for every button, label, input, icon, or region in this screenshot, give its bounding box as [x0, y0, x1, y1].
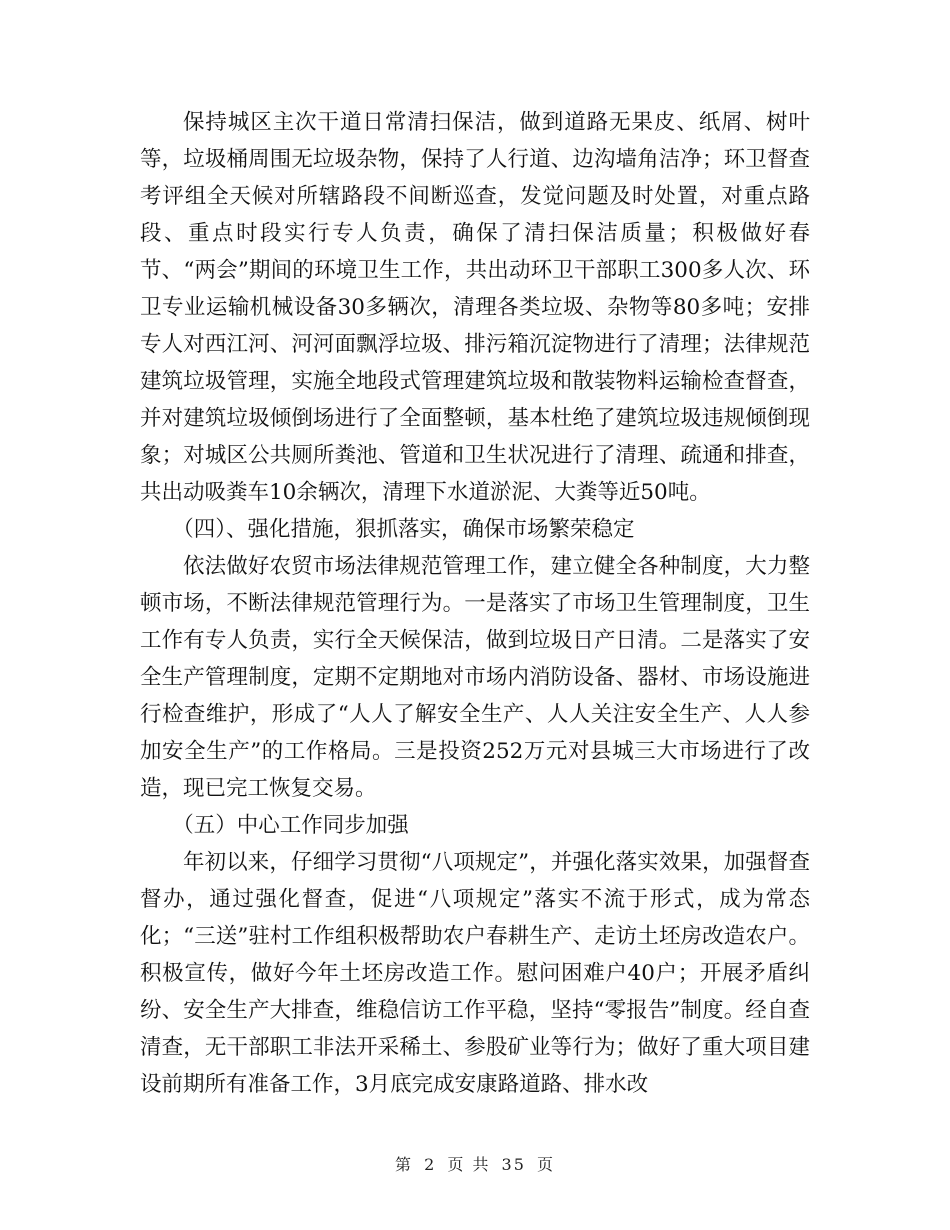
- section-heading-5: （五）中心工作同步加强: [172, 813, 409, 838]
- body-paragraph-1: 保持城区主次干道日常清扫保洁，做到道路无果皮、纸屑、树叶等，垃圾桶周围无垃圾杂物，保持了人行道、边沟墙角洁净；环卫督查考评组全天候对所辖路段不间断巡查，发觉问题及时处置，对重点路段、重点时段实行专人负责，确保了清扫保洁质量；积极做好春节、“两会”期间的环境卫生工作，共出动环卫干部职工300多人次、环卫专业运输机械设备30多辆次，清理各类垃圾、杂物等80多吨；安排专人对西江河、河河面飘浮垃圾、排污箱沉淀物进行了清理；法律规范建筑垃圾管理，实施全地段式管理建筑垃圾和散装物料运输检查督查，并对建筑垃圾倾倒场进行了全面整顿，基本杜绝了建筑垃圾违规倾倒现象；对城区公共厕所粪池、管道和卫生状况进行了清理、疏通和排查，共出动吸粪车10余辆次，清理下水道淤泥、大粪等近50吨。: [140, 110, 810, 505]
- footer-middle: 页 共: [447, 1155, 491, 1174]
- document-page: [140, 104, 810, 1103]
- page-footer: [0, 1152, 950, 1175]
- footer-page-number: 2: [424, 1155, 437, 1174]
- section-heading-4: （四）、强化措施，狠抓落实，确保市场繁荣稳定: [172, 517, 635, 542]
- footer-suffix: 页: [537, 1155, 556, 1174]
- body-paragraph-2: 依法做好农贸市场法律规范管理工作，建立健全各种制度，大力整顿市场，不断法律规范管理行为。一是落实了市场卫生管理制度，卫生工作有专人负责，实行全天候保洁，做到垃圾日产日清。二是落实了安全生产管理制度，定期不定期地对市场内消防设备、器材、市场设施进行检查维护，形成了“人人了解安全生产、人人关注安全生产、人人参加安全生产”的工作格局。三是投资252万元对县城三大市场进行了改造，现已完工恢复交易。: [140, 554, 810, 801]
- footer-total-pages: 35: [501, 1155, 526, 1174]
- footer-prefix: 第: [394, 1155, 413, 1174]
- body-paragraph-3: 年初以来，仔细学习贯彻“八项规定”，并强化落实效果，加强督查督办，通过强化督查，促进“八项规定”落实不流于形式，成为常态化；“三送”驻村工作组积极帮助农户春耕生产、走访土坯房改造农户。积极宣传，做好今年土坯房改造工作。慰问困难户40户；开展矛盾纠纷、安全生产大排查，维稳信访工作平稳，坚持“零报告”制度。经自查清查，无干部职工非法开采稀土、参股矿业等行为；做好了重大项目建设前期所有准备工作，3月底完成安康路道路、排水改: [140, 850, 810, 1097]
